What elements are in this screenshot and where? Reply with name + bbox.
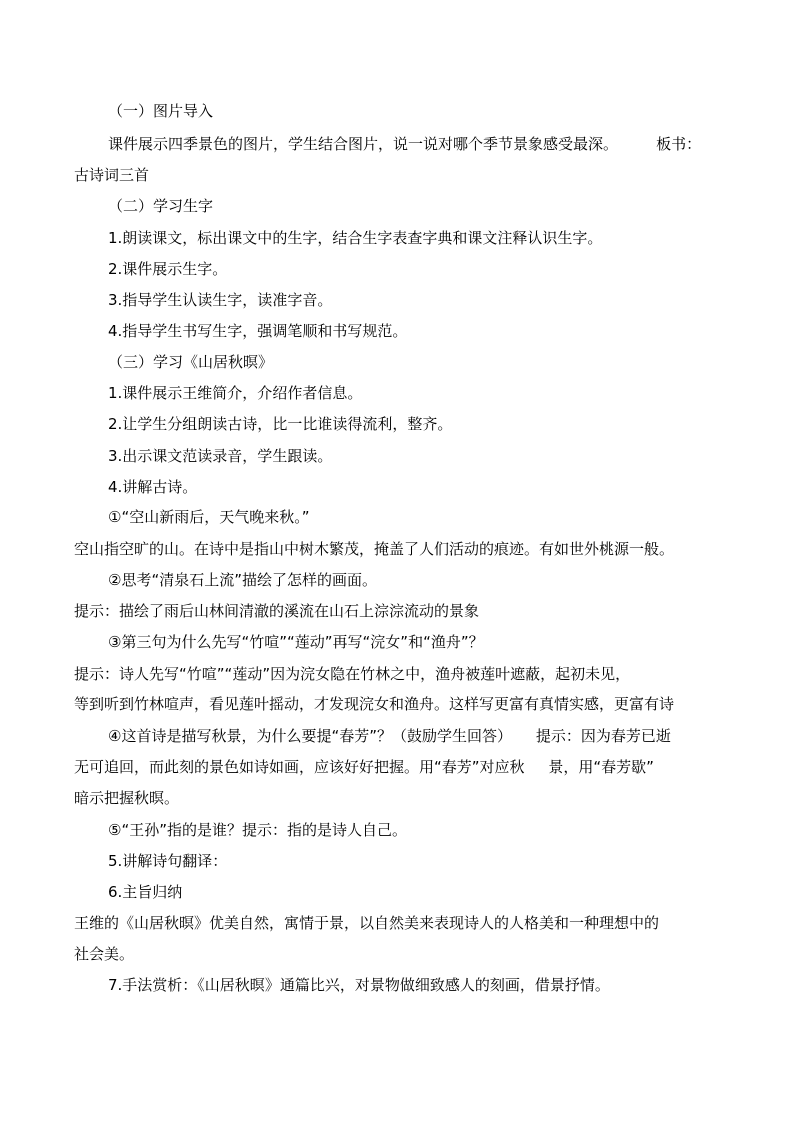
list-item: 4.讲解古诗。	[108, 478, 198, 496]
paragraph-line: 空山指空旷的山。在诗中是指山中树木繁茂，掩盖了人们活动的痕迹。有如世外桃源一般。	[74, 540, 675, 558]
paragraph-line: 古诗词三首	[74, 166, 150, 184]
paragraph-line: ⑤“王孙”指的是谁？提示：指的是诗人自己。	[108, 821, 407, 839]
list-item: 6.主旨归纳	[108, 883, 183, 901]
list-item: 3.出示课文范读录音，学生跟读。	[108, 447, 333, 465]
paragraph-line: ②思考“清泉石上流”描绘了怎样的画面。	[108, 571, 377, 589]
list-item: 1.课件展示王维简介，介绍作者信息。	[108, 384, 363, 402]
section-heading-characters: （二）学习生字	[108, 197, 214, 215]
paragraph-line: ④这首诗是描写秋景，为什么要提“春芳”？（鼓励学生回答） 提示：因为春芳已逝	[108, 727, 671, 745]
paragraph-line: 王维的《山居秋暝》优美自然，寓情于景，以自然美来表现诗人的人格美和一种理想中的	[74, 914, 660, 932]
list-item: 7.手法赏析：《山居秋暝》通篇比兴，对景物做细致感人的刻画，借景抒情。	[108, 976, 610, 994]
paragraph-line: 社会美。	[74, 945, 135, 963]
paragraph-line: 课件展示四季景色的图片，学生结合图片，说一说对哪个季节景象感受最深。 板书：	[108, 135, 702, 153]
paragraph-line: 提示：描绘了雨后山林间清澈的溪流在山石上淙淙流动的景象	[74, 602, 480, 620]
list-item: 5.讲解诗句翻译：	[108, 852, 228, 870]
list-item: 3.指导学生认读生字，读准字音。	[108, 291, 333, 309]
paragraph-line: 无可追回，而此刻的景色如诗如画，应该好好把握。用“春芳”对应秋 景，用“春芳歇”	[74, 758, 654, 776]
list-item: 4.指导学生书写生字，强调笔顺和书写规范。	[108, 322, 408, 340]
poem-quote-line: ①“空山新雨后，天气晚来秋。”	[108, 508, 310, 526]
list-item: 1.朗读课文，标出课文中的生字，结合生字表查字典和课文注释认识生字。	[108, 229, 603, 247]
paragraph-line: 提示：诗人先写“竹喧”“莲动”因为浣女隐在竹林之中，渔舟被莲叶遮蔽，起初未见，	[74, 665, 631, 683]
list-item: 2.课件展示生字。	[108, 260, 228, 278]
list-item: 2.让学生分组朗读古诗，比一比谁读得流利，整齐。	[108, 415, 453, 433]
section-heading-image-intro: （一）图片导入	[108, 102, 214, 120]
paragraph-line: 等到听到竹林喧声，看见莲叶摇动，才发现浣女和渔舟。这样写更富有真情实感，更富有诗	[74, 695, 675, 713]
paragraph-line: 暗示把握秋暝。	[74, 789, 180, 807]
paragraph-line: ③第三句为什么先写“竹喧”“莲动”再写“浣女”和“渔舟”？	[108, 633, 484, 651]
section-heading-poem: （三）学习《山居秋暝》	[108, 353, 274, 371]
